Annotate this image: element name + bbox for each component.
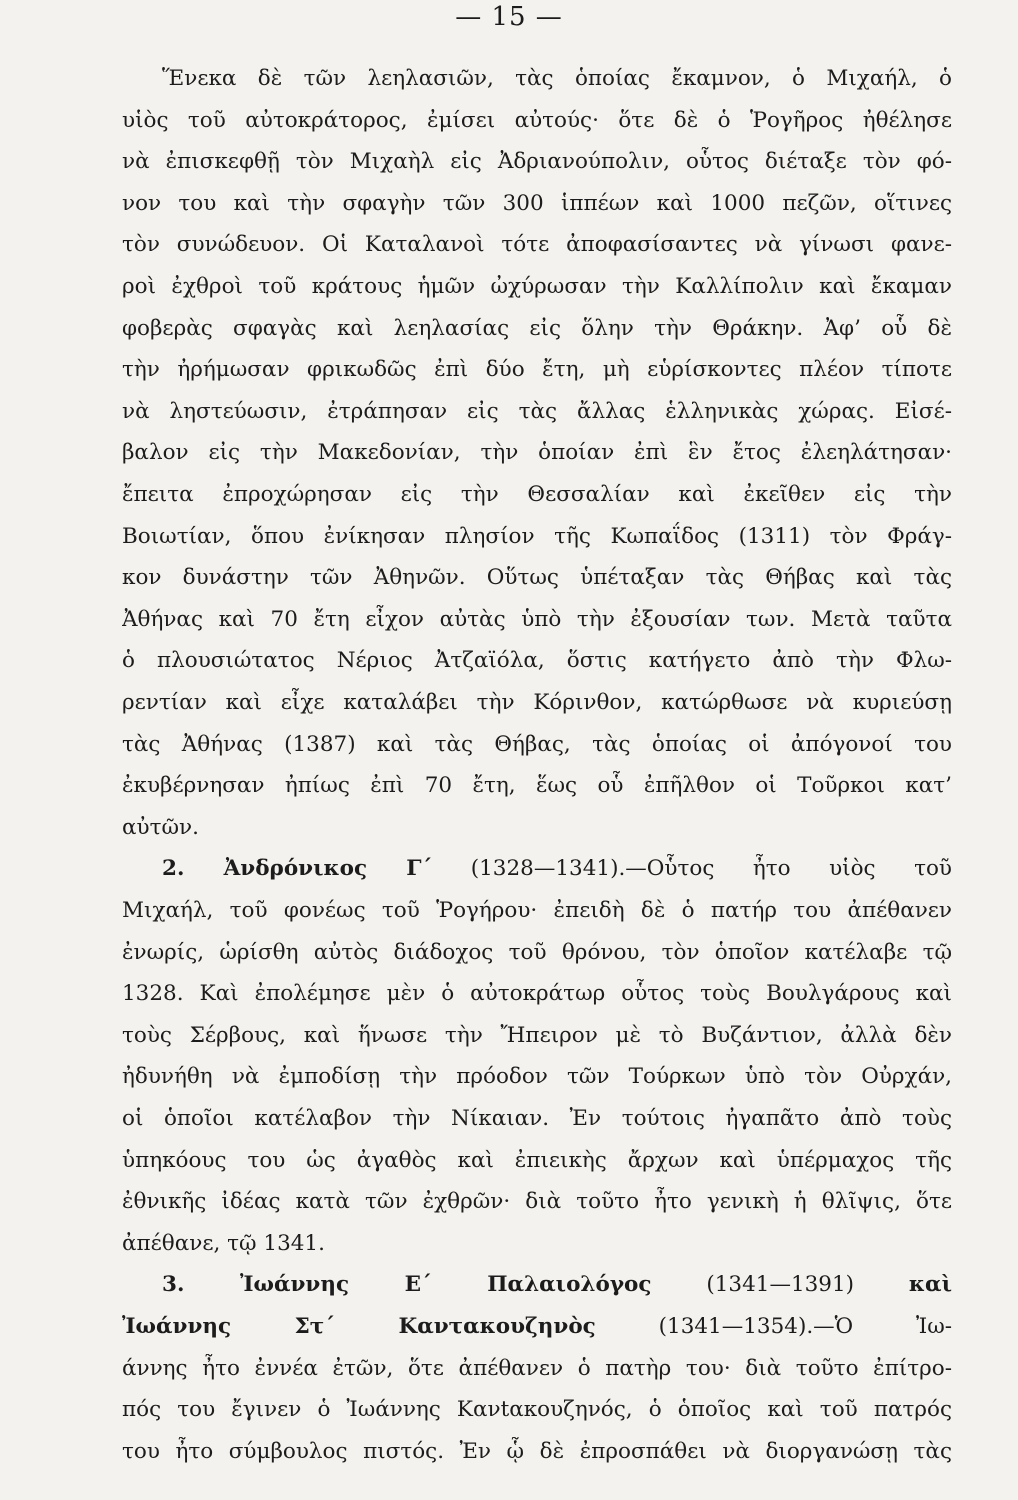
line-text: οἱ ὁποῖοι κατέλαβον τὴν Νίκαιαν. Ἐν τούτοις ἠγαπᾶτο ἀπὸ τοὺς — [122, 1106, 952, 1131]
page-number: — 15 — — [455, 2, 563, 32]
text-line — [162, 64, 952, 94]
line-text: άννης ἦτο ἐννέα ἐτῶν, ὅτε ἀπέθανεν ὁ πατὴρ του· διὰ τοῦτο ἐπίτρο- — [122, 1355, 952, 1381]
line-text: τοὺς Σέρβους, καὶ ἥνωσε τὴν Ἤπειρον μὲ τὸ Βυζάντιον, ἀλλὰ δὲν — [122, 1022, 952, 1048]
line-text: πός του ἔγινεν ὁ Ἰωάννης Κανtακουζηνός, ὁ ὁποῖος καὶ τοῦ πατρός — [122, 1397, 952, 1423]
line-text: ἐθνικῆς ἰδέας κατὰ τῶν ἐχθρῶν· διὰ τοῦτο ἦτο γενικὴ ἡ θλῖψις, ὅτε — [122, 1189, 952, 1215]
text-line — [122, 979, 952, 1009]
line-text: υἱὸς τοῦ αὐτοκράτορος, ἐμίσει αὐτούς· ὅτε δὲ ὁ Ῥογῆρος ἠθέλησε — [122, 107, 952, 133]
text-line — [122, 563, 952, 593]
line-text: τὴν ἠρήμωσαν φρικωδῶς ἐπὶ δύο ἔτη, μὴ εὑρίσκοντες πλέον τίποτε — [122, 357, 952, 383]
text-line — [122, 1187, 952, 1217]
text-line — [122, 771, 952, 801]
line-text: ἔπειτα ἐπροχώρησαν εἰς τὴν Θεσσαλίαν καὶ ἐκεῖθεν εἰς τὴν — [122, 482, 952, 507]
text-line — [122, 730, 952, 760]
text-line — [122, 272, 952, 302]
line-text: βαλον εἰς τὴν Μακεδονίαν, τὴν ὁποίαν ἐπὶ ἓν ἔτος ἐλεηλάτησαν· — [122, 440, 952, 466]
line-text: Ἀθήνας καὶ 70 ἔτη εἶχον αὐτὰς ὑπὸ τὴν ἐξουσίαν των. Μετὰ ταῦτα — [122, 606, 952, 632]
line-text: ροὶ ἐχθροὶ τοῦ κράτους ἡμῶν ὠχύρωσαν τὴν Καλλίπολιν καὶ ἔκαμαν — [122, 274, 952, 299]
text-line — [122, 1229, 952, 1259]
text-line — [122, 646, 952, 676]
text-line — [122, 1312, 952, 1342]
text-line — [122, 1021, 952, 1051]
section-heading: 2. Ἀνδρόνικος Γ΄ — [162, 856, 433, 882]
line-text: του ἦτο σύμβουλος πιστός. Ἐν ᾧ δὲ ἐπροσπάθει νὰ διοργανώσῃ τὰς — [122, 1438, 952, 1464]
text-line — [122, 438, 952, 468]
line-text: κον δυνάστην τῶν Ἀθηνῶν. Οὕτως ὑπέταξαν τὰς Θήβας καὶ τὰς — [122, 565, 952, 591]
line-text: νον του καὶ τὴν σφαγὴν τῶν 300 ἱππέων καὶ 1000 πεζῶν, οἵτινες — [122, 190, 952, 216]
text-line — [122, 1395, 952, 1425]
text-line — [122, 480, 952, 510]
line-text: Μιχαήλ, τοῦ φονέως τοῦ Ῥογήρου· ἐπειδὴ δὲ ὁ πατήρ του ἀπέθανεν — [122, 898, 952, 923]
section-heading-conjunction: καὶ — [908, 1272, 952, 1298]
text-line — [122, 896, 952, 926]
line-text: αὐτῶν. — [122, 814, 199, 840]
text-line — [122, 106, 952, 136]
line-text: νὰ ληστεύωσιν, ἐτράπησαν εἰς τὰς ἄλλας ἑλληνικὰς χώρας. Εἰσέ- — [122, 398, 952, 424]
section-heading: Ἰωάννης Στ΄ Καντακουζηνὸς — [122, 1314, 596, 1339]
text-line — [122, 522, 952, 552]
text-line — [122, 688, 952, 718]
line-text: τὸν συνώδευον. Οἱ Καταλανοὶ τότε ἀποφασίσαντες νὰ γίνωσι φανε- — [122, 232, 952, 258]
line-text: 1328. Καὶ ἐπολέμησε μὲν ὁ αὐτοκράτωρ οὗτος τοὺς Βουλγάρους καὶ — [122, 981, 952, 1007]
text-line — [122, 397, 952, 427]
text-line — [122, 605, 952, 635]
line-text: νὰ ἐπισκεφθῇ τὸν Μιχαὴλ εἰς Ἀδριανούπολιν, οὗτος διέταξε τὸν φό- — [122, 149, 952, 175]
text-line — [122, 1104, 952, 1134]
line-text: ἠδυνήθη νὰ ἐμποδίσῃ τὴν πρόοδον τῶν Τούρκων ὑπὸ τὸν Οὐρχάν, — [122, 1064, 952, 1090]
line-text: ὑπηκόους του ὡς ἀγαθὸς καὶ ἐπιεικὴς ἄρχων καὶ ὑπέρμαχος τῆς — [122, 1147, 952, 1173]
line-text: ὁ πλουσιώτατος Νέριος Ἀτζαϊόλα, ὅστις κατήγετο ἀπὸ τὴν Φλω- — [122, 648, 952, 674]
text-line — [122, 1062, 952, 1092]
text-line — [122, 189, 952, 219]
text-line — [122, 1354, 952, 1384]
line-text: ρεντίαν καὶ εἶχε καταλάβει τὴν Κόρινθον, κατώρθωσε νὰ κυριεύσῃ — [122, 690, 952, 715]
line-text: (1341—1391) — [651, 1272, 909, 1298]
line-text: φοβερὰς σφαγὰς καὶ λεηλασίας εἰς ὅλην τὴν Θράκην. Ἀφ’ οὗ δὲ — [122, 315, 952, 341]
text-line — [122, 1146, 952, 1176]
line-text: Βοιωτίαν, ὅπου ἐνίκησαν πλησίον τῆς Κωπαΐδος (1311) τὸν Φράγ- — [122, 523, 952, 549]
text-line — [122, 230, 952, 260]
text-line — [122, 355, 952, 385]
text-line — [122, 813, 952, 843]
text-line — [122, 314, 952, 344]
line-text: τὰς Ἀθήνας (1387) καὶ τὰς Θήβας, τὰς ὁποίας οἱ ἀπόγονοί του — [122, 731, 952, 757]
line-text: (1328—1341).—Οὗτος ἦτο υἱὸς τοῦ — [432, 856, 952, 882]
text-line — [122, 938, 952, 968]
line-text: ἀπέθανε, τῷ 1341. — [122, 1230, 325, 1256]
text-line — [162, 1270, 952, 1300]
line-text: (1341—1354).—Ὁ Ἰω- — [595, 1314, 952, 1339]
text-line — [122, 147, 952, 177]
text-line — [122, 1437, 952, 1467]
line-text: ἐκυβέρνησαν ἠπίως ἐπὶ 70 ἔτη, ἕως οὗ ἐπῆλθον οἱ Τοῦρκοι κατ’ — [122, 773, 952, 799]
line-text: ἐνωρίς, ὡρίσθη αὐτὸς διάδοχος τοῦ θρόνου, τὸν ὁποῖον κατέλαβε τῷ — [122, 939, 952, 965]
text-line — [162, 854, 952, 884]
line-text: Ἕνεκα δὲ τῶν λεηλασιῶν, τὰς ὁποίας ἔκαμνον, ὁ Μιχαήλ, ὁ — [162, 66, 952, 91]
section-heading: 3. Ἰωάννης Ε΄ Παλαιολόγος — [162, 1272, 652, 1298]
